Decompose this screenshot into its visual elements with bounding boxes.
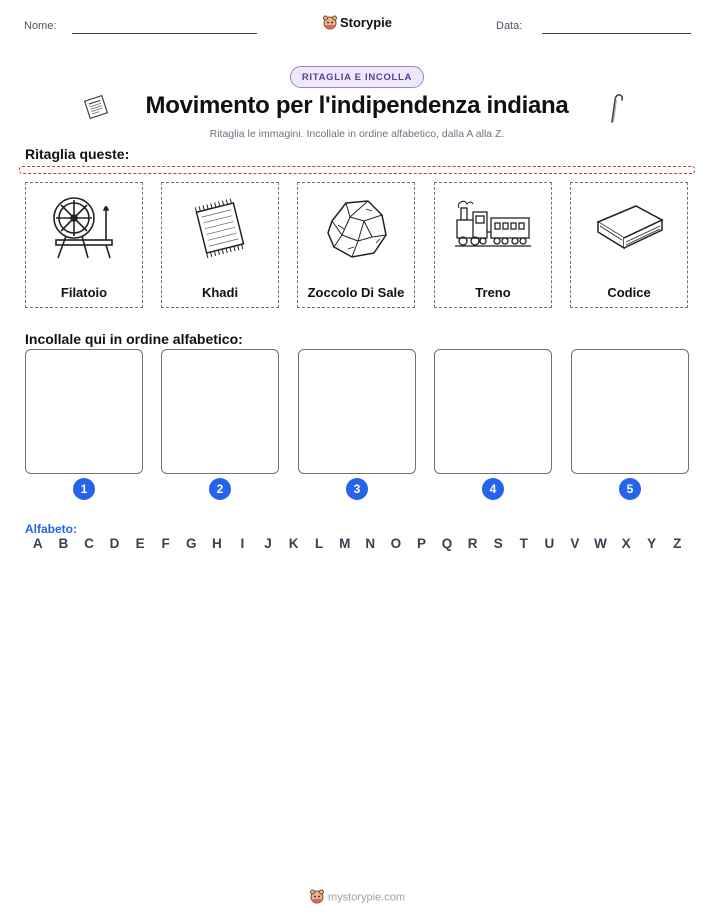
alphabet-heading: Alfabeto:	[25, 522, 77, 536]
date-label: Data:	[496, 20, 523, 32]
paste-slot-2[interactable]	[161, 349, 279, 474]
page-title: Movimento per l'indipendenza indiana	[145, 92, 569, 119]
cut-card-khadi[interactable]	[161, 182, 279, 308]
alphabet-letter: Q	[441, 536, 453, 551]
paste-slot-5[interactable]	[571, 349, 689, 474]
alphabet-letter: Y	[647, 536, 657, 551]
paste-heading: Incollale qui in ordine alfabetico:	[25, 331, 243, 347]
cut-card-filatoio[interactable]	[25, 182, 143, 308]
cut-card-treno[interactable]	[434, 182, 552, 308]
alphabet-letter: I	[240, 536, 245, 551]
cut-heading: Ritaglia queste:	[25, 146, 130, 162]
alphabet-letter: U	[544, 536, 555, 551]
card-label: Zoccolo Di Sale	[307, 285, 405, 300]
alphabet-letter: T	[519, 536, 528, 551]
alphabet-letter: W	[594, 536, 607, 551]
paste-slot-4[interactable]	[434, 349, 552, 474]
alphabet-letter: O	[390, 536, 402, 551]
activity-badge: RITAGLIA E INCOLLA	[290, 66, 424, 88]
alphabet-letter: G	[186, 536, 197, 551]
alphabet-letter: B	[58, 536, 69, 551]
cut-card-zoccolo-di-sale[interactable]	[297, 182, 415, 308]
book-icon	[571, 189, 687, 267]
slot-number-badge: 5	[619, 478, 641, 500]
alphabet-letter: H	[211, 536, 222, 551]
alphabet-letter: D	[109, 536, 120, 551]
alphabet-row	[25, 536, 690, 551]
alphabet-letter: X	[621, 536, 631, 551]
card-label: Filatoio	[60, 285, 108, 300]
cloth-icon	[162, 189, 278, 267]
name-line	[72, 33, 257, 34]
storypie-logo-icon	[322, 14, 338, 33]
brand-name: Storypie	[339, 14, 392, 30]
alphabet-letter: R	[467, 536, 478, 551]
card-label: Treno	[475, 285, 511, 300]
spinning-wheel-icon	[26, 189, 142, 267]
train-icon	[435, 189, 551, 267]
slot-number-badge: 4	[482, 478, 504, 500]
alphabet-letter: M	[339, 536, 351, 551]
alphabet-letter: V	[570, 536, 580, 551]
brand	[0, 14, 714, 33]
storypie-logo-icon	[309, 888, 325, 907]
footer	[0, 888, 714, 907]
alphabet-letter: L	[315, 536, 324, 551]
instructions: Ritaglia le immagini. Incollale in ordine alfabetico, dalla A alla Z.	[209, 128, 505, 140]
alphabet-letter: K	[288, 536, 299, 551]
card-label: Codice	[607, 285, 651, 300]
alphabet-letter: A	[32, 536, 43, 551]
slot-number-badge: 1	[73, 478, 95, 500]
cut-card-codice[interactable]	[570, 182, 688, 308]
paste-slot-3[interactable]	[298, 349, 416, 474]
salt-rock-icon	[298, 189, 414, 267]
alphabet-letter: E	[135, 536, 145, 551]
alphabet-letter: C	[84, 536, 94, 551]
date-line	[542, 33, 691, 34]
card-label: Khadi	[201, 285, 239, 300]
alphabet-letter: Z	[673, 536, 682, 551]
slot-number-badge: 2	[209, 478, 231, 500]
alphabet-letter: J	[264, 536, 272, 551]
cut-guide-line	[19, 166, 695, 174]
paste-slot-1[interactable]	[25, 349, 143, 474]
alphabet-letter: P	[416, 536, 426, 551]
footer-url: mystorypie.com	[327, 891, 406, 904]
alphabet-letter: S	[493, 536, 503, 551]
slot-number-badge: 3	[346, 478, 368, 500]
alphabet-letter: N	[365, 536, 376, 551]
walking-stick-icon	[606, 92, 626, 129]
alphabet-letter: F	[161, 536, 170, 551]
name-label: Nome:	[24, 20, 57, 32]
